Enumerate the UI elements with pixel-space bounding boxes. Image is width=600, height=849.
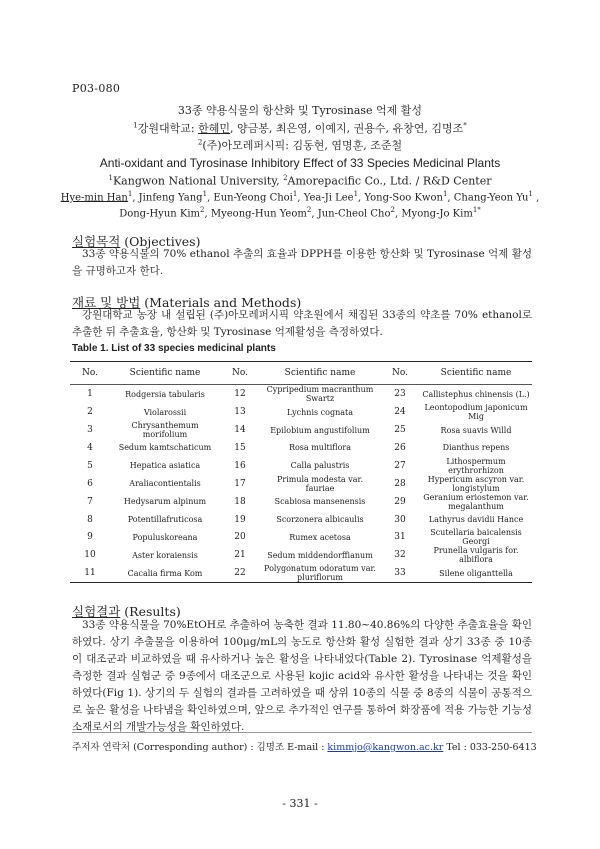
scientific-name-cell: Lychnis cognata: [286, 407, 353, 417]
heading-english: (Materials and Methods): [140, 295, 302, 310]
author-affiliation-marker: 1: [127, 190, 133, 198]
plant-number-cell: 21: [234, 550, 246, 561]
methods-text: 강원대학교 농장 내 설립된 (주)아모레퍼시픽 약초원에서 채집된 33종의 약초를 70% ethanol로 추출한 뒤 추출효율, 항산화 및 Tyrosinase 억제활성을 측정하였다.: [72, 309, 532, 338]
table-row: [70, 546, 532, 564]
plant-number-cell: 17: [234, 478, 246, 489]
scientific-name-cell: Araliacontientalis: [129, 479, 201, 489]
scientific-name-cell: Sedum middendorffianum: [267, 550, 373, 560]
affiliation-marker: 1: [133, 121, 138, 130]
table-header-row: [70, 362, 532, 385]
corresponding-author-footnote: [72, 739, 537, 753]
scientific-name-cell: Leontopodium japonicum Mig: [424, 403, 528, 421]
plant-number-cell: 2: [87, 407, 93, 417]
korean-affiliation-2: [0, 137, 600, 153]
plant-number-cell: 19: [234, 514, 246, 525]
scientific-name-cell: Callistephus chinensis (L.): [422, 389, 530, 399]
author-affiliation-marker: 1: [442, 190, 448, 198]
footnote-tel: Tel : 033-250-6413: [443, 742, 537, 753]
plant-number-cell: 23: [394, 389, 406, 399]
plant-number-cell: 33: [380, 564, 420, 583]
scientific-name-cell: Violarossii: [143, 407, 187, 417]
heading-english: (Results): [120, 604, 181, 619]
plant-number-cell: 32: [394, 550, 406, 561]
results-text: 33종 약용식물을 70%EtOH로 추출하여 농축한 결과 11.80~40.86%의 다양한 추출효율을 확인하였다. 상기 추출물을 이용하여 100μg/mL의 농도로 항산화 활성 실험한 결과 상기 33종 중 10종이 대조군과 비교하였을 때 유사하거나 높은 활성을 나타내었다(Table 2). Tyrosinase 억제활성을 측정한 결과 실험군 중 9종에서 대조군으로 사용된 kojic acid와 유사한 활성을 나타내는 것을 확인하였다(Fig 1). 상기의 두 실험의 결과를 고려하였을 때 상위 10종의 식물 중 8종의 식물이 공통적으로 높은 활성을 나타냄을 확인하였으며, 앞으로 추가적인 연구를 통하여 화장품에 적용 가능한 기능성 소재로서의 개발가능성을 확인하였다.: [72, 619, 532, 733]
author-separator: ,: [132, 192, 139, 204]
author-affiliation-marker: 2: [306, 206, 312, 214]
scientific-name-cell: Dianthus repens: [442, 443, 510, 453]
author-separator: ,: [532, 192, 540, 204]
korean-title: 33종 약용식물의 항산화 및 Tyrosinase 억제 활성: [177, 104, 423, 117]
author-name: Chang-Yeon Yu: [453, 192, 529, 204]
footnote-divider: [72, 732, 532, 733]
scientific-name-cell: Cypripedium macranthum Swartz: [266, 385, 374, 403]
plant-number-cell: 16: [234, 460, 246, 471]
author-affiliation-marker: 2: [390, 206, 395, 214]
scientific-name-cell: Primula modesta var. fauriae: [276, 474, 364, 493]
author-affiliation-marker: 1: [292, 190, 298, 198]
co-authors-korean: , 양금봉, 최은영, 이예지, 권용수, 유창연, 김명조: [229, 122, 464, 135]
table-row: [70, 403, 532, 421]
author-name: Hye-min Han: [60, 192, 128, 204]
author-name: Jinfeng Yang: [138, 192, 203, 204]
author-separator: ,: [311, 208, 318, 220]
corresponding-marker: *: [463, 121, 467, 130]
author-affiliation-marker: 1: [202, 190, 208, 198]
plant-number-cell: 8: [87, 514, 93, 525]
scientific-name-cell: Scutellaria baicalensis Georgi: [430, 528, 522, 547]
affiliation-marker: 1: [108, 174, 113, 182]
affiliation-1: Kangwon National University,: [112, 174, 284, 188]
plant-number-cell: 28: [394, 478, 406, 489]
english-affiliations: [0, 174, 600, 188]
plant-number-cell: 29: [394, 496, 406, 507]
header-no: No.: [380, 362, 420, 385]
author-affiliation-marker: 1: [353, 190, 359, 198]
author-name: Yea-Ji Lee: [303, 192, 354, 204]
plant-number-cell: 9: [87, 532, 93, 543]
scientific-name-cell: Geranium eriostemon var. megalanthum: [423, 492, 529, 511]
scientific-name-cell: Hypericum ascyron var. longistylum: [427, 474, 525, 493]
header-scientific-name: Scientific name: [110, 362, 220, 385]
table-row: [70, 457, 532, 475]
author-affiliation-marker: 1*: [472, 206, 481, 214]
scientific-name-cell: Hepatica asiatica: [129, 461, 201, 471]
header-scientific-name: Scientific name: [260, 362, 380, 385]
plant-number-cell: 14: [234, 425, 246, 435]
plant-number-cell: 24: [394, 407, 406, 417]
scientific-name-cell: Potentillafruticosa: [127, 515, 203, 525]
plant-number-cell: 13: [234, 407, 246, 417]
scientific-name-cell: Hedysarum alpinum: [123, 497, 207, 507]
author-separator: ,: [447, 192, 454, 204]
scientific-name-cell: Rumex acetosa: [289, 532, 351, 542]
english-authors-line-2: [0, 206, 600, 219]
author-name: Eun-Yeong Choi: [213, 192, 293, 204]
author-name: Myeong-Hun Yeom: [210, 208, 307, 220]
plants-table: [70, 361, 532, 583]
author-separator: ,: [204, 208, 211, 220]
email-link[interactable]: kimmjo@kangwon.ac.kr: [327, 742, 444, 753]
footnote-prefix: 주저자 연락처 (Corresponding author) : 김명조 E-mail :: [72, 742, 328, 753]
table-row: [70, 475, 532, 493]
scientific-name-cell: Populuskoreana: [132, 532, 198, 542]
scientific-name-cell: Rodgersia tabularis: [125, 389, 205, 399]
heading-korean: 재료 및 방법: [72, 295, 141, 310]
plant-number-cell: 26: [394, 442, 406, 453]
table-row: [70, 385, 532, 404]
author-separator: ,: [297, 192, 304, 204]
table-row: [70, 528, 532, 546]
english-title: Anti-oxidant and Tyrosinase Inhibitory Effect of 33 Species Medicinal Plants: [99, 156, 501, 170]
plant-number-cell: 30: [394, 514, 406, 525]
author-name: Yong-Soo Kwon: [364, 192, 443, 204]
heading-korean: 실험결과: [72, 604, 121, 619]
scientific-name-cell: Scabiosa mansenensis: [274, 497, 366, 507]
plant-number-cell: 20: [234, 532, 246, 543]
scientific-name-cell: Rosa multiflora: [288, 443, 352, 453]
page-number: - 331 -: [282, 797, 318, 810]
author-separator: ,: [358, 192, 365, 204]
table-caption: Table 1. List of 33 species medicinal plants: [72, 343, 276, 354]
affiliation-text: (주)아모레퍼시픽: 김동현, 염명훈, 조준철: [202, 139, 403, 152]
scientific-name-cell: Chrysanthemum morifolium: [131, 421, 199, 439]
plant-number-cell: 31: [394, 532, 406, 543]
header-scientific-name: Scientific name: [420, 362, 532, 385]
scientific-name-cell: Sedum kamtschaticum: [118, 443, 212, 453]
plant-number-cell: 4: [87, 442, 93, 453]
author-affiliation-marker: 2: [200, 206, 205, 214]
plant-number-cell: 11: [70, 564, 110, 583]
paper-code: P03-080: [72, 82, 121, 95]
plant-number-cell: 18: [234, 496, 246, 507]
affiliation-2: Amorepacific Co., Ltd. / R&D Center: [287, 174, 492, 188]
author-separator: ,: [207, 192, 214, 204]
plant-number-cell: 22: [220, 564, 260, 583]
table-row: [70, 421, 532, 439]
plant-number-cell: 7: [87, 496, 93, 507]
scientific-name-cell: Polygonatum odoratum var. pluriflorum: [260, 564, 380, 583]
scientific-name-cell: Rosa suavis Willd: [440, 425, 512, 435]
english-authors-line-1: [0, 190, 600, 203]
plant-number-cell: 25: [394, 425, 406, 435]
author-name: Myong-Jo Kim: [401, 208, 473, 220]
header-no: No.: [70, 362, 110, 385]
author-separator: ,: [394, 208, 402, 220]
scientific-name-cell: Lathyrus davidii Hance: [428, 515, 524, 525]
plant-number-cell: 1: [87, 389, 93, 399]
table-body: [70, 385, 532, 583]
scientific-name-cell: Silene oliganttella: [420, 564, 532, 583]
korean-affiliation-1: [0, 120, 600, 136]
scientific-name-cell: Epilobium angustifolium: [270, 425, 370, 435]
heading-english: (Objectives): [120, 234, 201, 249]
plant-number-cell: 15: [234, 442, 246, 453]
table-row: [70, 493, 532, 511]
scientific-name-cell: Scorzonera albicaulis: [276, 515, 364, 525]
affiliation-marker: 2: [283, 174, 288, 182]
author-affiliation-marker: 1: [528, 190, 533, 198]
heading-korean: 실험목적: [72, 234, 121, 249]
plant-number-cell: 6: [87, 478, 93, 489]
author-name: Jun-Cheol Cho: [317, 208, 391, 220]
scientific-name-cell: Calla palustris: [290, 461, 350, 471]
scientific-name-cell: Lithospermum erythrorhizon: [446, 456, 506, 475]
plant-number-cell: 27: [394, 460, 406, 471]
table-row: [70, 511, 532, 529]
first-author-korean: 한혜민: [198, 122, 230, 135]
scientific-name-cell: Prunella vulgaris for. albiflora: [433, 546, 519, 565]
scientific-name-cell: Cacalia firma Kom: [110, 564, 220, 583]
header-no: No.: [220, 362, 260, 385]
affiliation-org: 강원대학교:: [137, 122, 195, 135]
plant-number-cell: 5: [87, 460, 93, 471]
table-row: [70, 439, 532, 457]
plant-number-cell: 10: [84, 550, 96, 561]
author-name: Dong-Hyun Kim: [119, 208, 201, 220]
table-row: [70, 564, 532, 583]
plant-number-cell: 3: [87, 425, 93, 435]
scientific-name-cell: Aster koraiensis: [132, 550, 198, 560]
plant-number-cell: 12: [234, 389, 246, 399]
objectives-text: 33종 약용식물의 70% ethanol 추출의 효율과 DPPH를 이용한 항산화 및 Tyrosinase 억제 활성을 규명하고자 한다.: [72, 248, 532, 277]
affiliation-marker: 2: [197, 138, 203, 147]
